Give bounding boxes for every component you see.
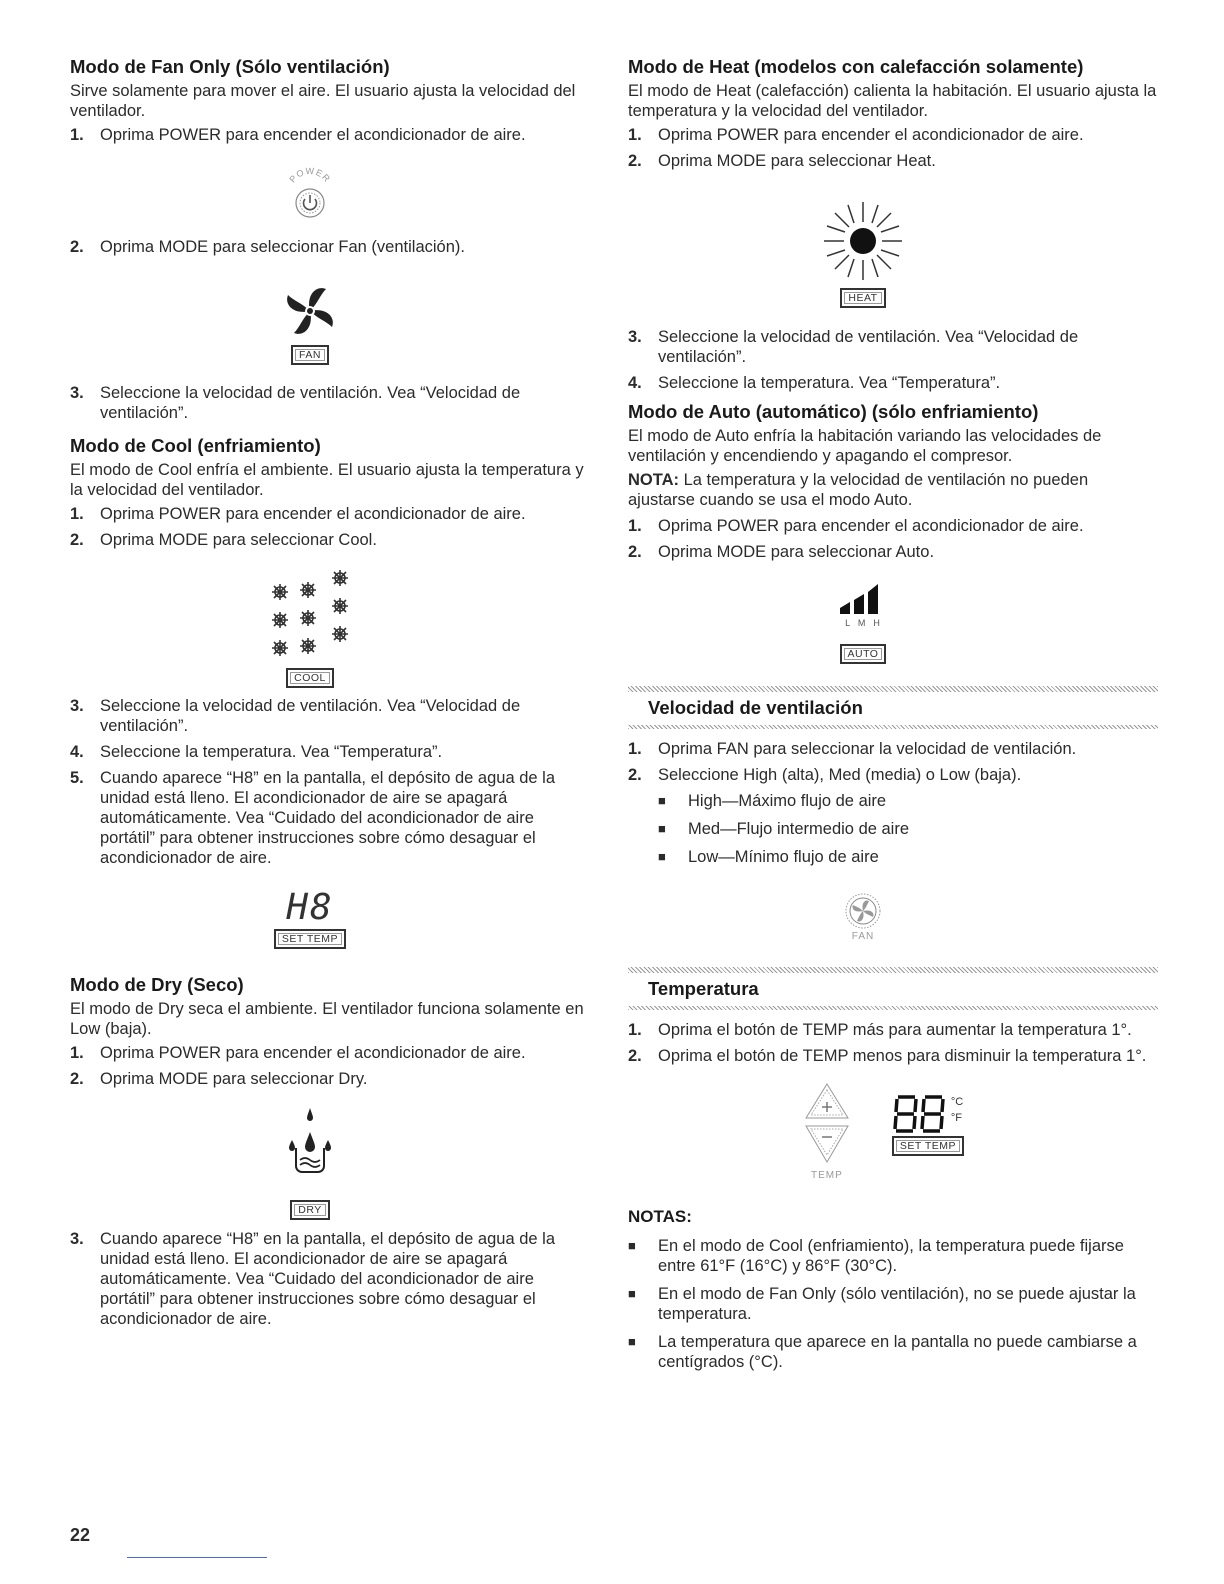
water-drop-icon [280, 1104, 340, 1200]
fan-speed-step-1 [628, 739, 1158, 759]
auto-note-label: NOTA: [628, 471, 680, 489]
fan-button-illustration [628, 875, 1098, 957]
step-number: 2. [70, 238, 84, 256]
list-item [658, 791, 1158, 811]
step-number: 1. [70, 505, 84, 523]
power-illustration [70, 151, 550, 237]
temp-up-down-icon [802, 1080, 852, 1170]
section-divider [628, 1006, 1158, 1010]
power-button-icon [275, 159, 345, 229]
sun-icon [818, 196, 908, 286]
step-number: 4. [70, 743, 84, 761]
step-text: Oprima POWER para encender el acondicionador de aire. [658, 517, 1084, 535]
step-text: Oprima MODE para seleccionar Heat. [658, 152, 936, 170]
step-number: 5. [70, 769, 84, 787]
fan-label: FAN [291, 345, 329, 365]
fan-speed-bars-icon [838, 582, 888, 616]
fan-only-title: Modo de Fan Only (Sólo ventilación) [70, 56, 390, 77]
step-text: Oprima POWER para encender el acondicionador de aire. [100, 126, 526, 144]
auto-step-2 [628, 542, 1158, 562]
step-number: 2. [628, 1047, 642, 1065]
step-number: 1. [70, 126, 84, 144]
step-number: 2. [628, 152, 642, 170]
fan-mode-illustration [70, 263, 550, 383]
step-text: Oprima el botón de TEMP menos para disminuir la temperatura 1°. [658, 1047, 1147, 1065]
cool-desc: El modo de Cool enfría el ambiente. El usuario ajusta la temperatura y la velocidad del ventilador. [70, 461, 584, 499]
fan-only-step-2 [70, 237, 590, 257]
fan-only-step-1 [70, 125, 590, 145]
step-number: 2. [70, 1070, 84, 1088]
temp-units [951, 1094, 963, 1126]
heat-step-1 [628, 125, 1158, 145]
bullet-text: En el modo de Fan Only (sólo ventilación), no se puede ajustar la temperatura. [658, 1285, 1136, 1323]
step-number: 1. [70, 1044, 84, 1062]
cool-step-5 [70, 768, 590, 868]
step-text: Seleccione la velocidad de ventilación. Vea “Velocidad de ventilación”. [658, 328, 1079, 366]
fan-speed-options [628, 791, 1158, 867]
list-item [658, 819, 1158, 839]
step-number: 1. [628, 740, 642, 758]
list-item [658, 847, 1158, 867]
step-text: Oprima MODE para seleccionar Auto. [658, 543, 935, 561]
bullet-square: ■ [658, 793, 666, 808]
step-text: Oprima POWER para encender el acondicionador de aire. [100, 1044, 526, 1062]
step-number: 2. [628, 543, 642, 561]
step-text: Oprima MODE para seleccionar Fan (ventilación). [100, 238, 465, 256]
fan-only-step-3 [70, 383, 590, 423]
unit-celsius: °C [950, 1096, 964, 1108]
fan-button-label: FAN [851, 930, 875, 942]
step-text: Cuando aparece “H8” en la pantalla, el depósito de agua de la unidad está lleno. El acondicionador de aire se apagará automáticamente. Vea “Cuidado del acondicionador de aire portátil” para obtener instrucciones sobre cómo desaguar el acondicionador de aire. [100, 1230, 555, 1328]
temperature-step-1 [628, 1020, 1158, 1040]
cool-step-1 [70, 504, 590, 524]
cool-label: COOL [286, 668, 334, 688]
seven-segment-digits [893, 1094, 949, 1134]
heat-step-2 [628, 151, 1158, 171]
step-number: 3. [70, 384, 84, 402]
step-number: 1. [628, 517, 642, 535]
fan-only-desc: Sirve solamente para mover el aire. El usuario ajusta la velocidad del ventilador. [70, 82, 576, 120]
temp-digits [893, 1094, 963, 1134]
temp-buttons [802, 1080, 852, 1181]
auto-step-1 [628, 516, 1158, 536]
bullet-square: ■ [658, 821, 666, 836]
page-number: 22 [70, 1525, 91, 1545]
step-text: Oprima POWER para encender el acondicionador de aire. [100, 505, 526, 523]
bullet-square: ■ [628, 1286, 636, 1301]
step-text: Seleccione la temperatura. Vea “Temperatura”. [100, 743, 443, 761]
snowflake-icon [260, 564, 360, 664]
auto-mode-illustration [628, 568, 1098, 678]
step-text: Oprima MODE para seleccionar Dry. [100, 1070, 368, 1088]
footer-rule [127, 1557, 267, 1558]
fan-speed-title: Velocidad de ventilación [648, 697, 863, 718]
step-text: Oprima FAN para seleccionar la velocidad de ventilación. [658, 740, 1077, 758]
auto-label: AUTO [840, 644, 887, 664]
bullet-text: La temperatura que aparece en la pantalla no puede cambiarse a centígrados (°C). [658, 1333, 1137, 1371]
list-item [628, 1332, 1158, 1372]
dry-label: DRY [290, 1200, 329, 1220]
set-temp-label: SET TEMP [274, 929, 346, 949]
auto-note-text: La temperatura y la velocidad de ventilación no pueden ajustarse cuando se usa el modo Auto. [628, 471, 1089, 509]
section-divider [628, 967, 1158, 973]
h8-display-illustration [70, 874, 550, 964]
section-divider [628, 725, 1158, 729]
cool-step-2 [70, 530, 590, 550]
temperature-illustration [628, 1080, 1138, 1200]
fan-speed-step-2 [628, 765, 1158, 785]
step-text: Oprima POWER para encender el acondicionador de aire. [658, 126, 1084, 144]
right-column [628, 56, 1158, 1380]
dry-mode-illustration [70, 1095, 550, 1229]
list-item [628, 1236, 1158, 1276]
step-text: Seleccione la velocidad de ventilación. Vea “Velocidad de ventilación”. [100, 697, 521, 735]
heat-step-4 [628, 373, 1158, 393]
temp-display [892, 1094, 964, 1156]
h8-display: H8 [286, 887, 334, 928]
left-column [70, 56, 590, 1335]
step-number: 3. [70, 697, 84, 715]
dry-step-2 [70, 1069, 590, 1089]
dry-step-3 [70, 1229, 590, 1329]
power-icon-label: POWER [287, 165, 333, 185]
unit-fahrenheit: °F [950, 1112, 962, 1124]
bullet-square: ■ [628, 1238, 636, 1253]
fan-button-icon [843, 891, 883, 931]
auto-title: Modo de Auto (automático) (sólo enfriamiento) [628, 401, 1039, 422]
cool-mode-illustration [70, 556, 550, 696]
temperature-step-2 [628, 1046, 1158, 1066]
step-text: Seleccione la velocidad de ventilación. Vea “Velocidad de ventilación”. [100, 384, 521, 422]
step-text: Oprima MODE para seleccionar Cool. [100, 531, 377, 549]
bullet-text: High—Máximo flujo de aire [688, 792, 887, 810]
step-text: Oprima el botón de TEMP más para aumentar la temperatura 1°. [658, 1021, 1132, 1039]
heat-desc: El modo de Heat (calefacción) calienta la habitación. El usuario ajusta la temperatura y la velocidad del ventilador. [628, 82, 1157, 120]
dry-step-1 [70, 1043, 590, 1063]
step-number: 2. [70, 531, 84, 549]
step-text: Cuando aparece “H8” en la pantalla, el depósito de agua de la unidad está lleno. El acondicionador de aire se apagará automáticamente. Vea “Cuidado del acondicionador de aire portátil” para obtener instrucciones sobre cómo desaguar el acondicionador de aire. [100, 769, 555, 867]
step-number: 4. [628, 374, 642, 392]
temp-set-temp-label: SET TEMP [892, 1136, 964, 1156]
dry-desc: El modo de Dry seca el ambiente. El ventilador funciona solamente en Low (baja). [70, 1000, 584, 1038]
dry-title: Modo de Dry (Seco) [70, 974, 244, 995]
notes-title: NOTAS: [628, 1207, 692, 1226]
lmh-labels: L M H [845, 618, 881, 628]
bullet-text: Low—Mínimo flujo de aire [688, 848, 879, 866]
list-item [628, 1284, 1158, 1324]
bullet-text: Med—Flujo intermedio de aire [688, 820, 910, 838]
temp-button-label: TEMP [811, 1170, 843, 1181]
cool-title: Modo de Cool (enfriamiento) [70, 435, 321, 456]
auto-desc: El modo de Auto enfría la habitación variando las velocidades de ventilación y encendiendo y apagando el compresor. [628, 427, 1102, 465]
step-number: 2. [628, 766, 642, 784]
svg-text:POWER [287, 166, 332, 184]
step-number: 3. [628, 328, 642, 346]
temperature-title: Temperatura [648, 978, 759, 999]
bullet-square: ■ [658, 849, 666, 864]
heat-step-3 [628, 327, 1158, 367]
section-divider [628, 686, 1158, 692]
cool-step-3 [70, 696, 590, 736]
heat-title: Modo de Heat (modelos con calefacción solamente) [628, 56, 1084, 77]
bullet-text: En el modo de Cool (enfriamiento), la temperatura puede fijarse entre 61°F (16°C) y 86°F (30°C). [658, 1237, 1124, 1275]
bullet-square: ■ [628, 1334, 636, 1349]
cool-step-4 [70, 742, 590, 762]
step-number: 3. [70, 1230, 84, 1248]
step-text: Seleccione High (alta), Med (media) o Low (baja). [658, 766, 1022, 784]
fan-blade-icon [280, 281, 340, 341]
step-number: 1. [628, 1021, 642, 1039]
heat-label: HEAT [840, 288, 885, 308]
step-number: 1. [628, 126, 642, 144]
auto-note [628, 470, 1158, 510]
heat-mode-illustration [628, 177, 1098, 327]
step-text: Seleccione la temperatura. Vea “Temperatura”. [658, 374, 1001, 392]
